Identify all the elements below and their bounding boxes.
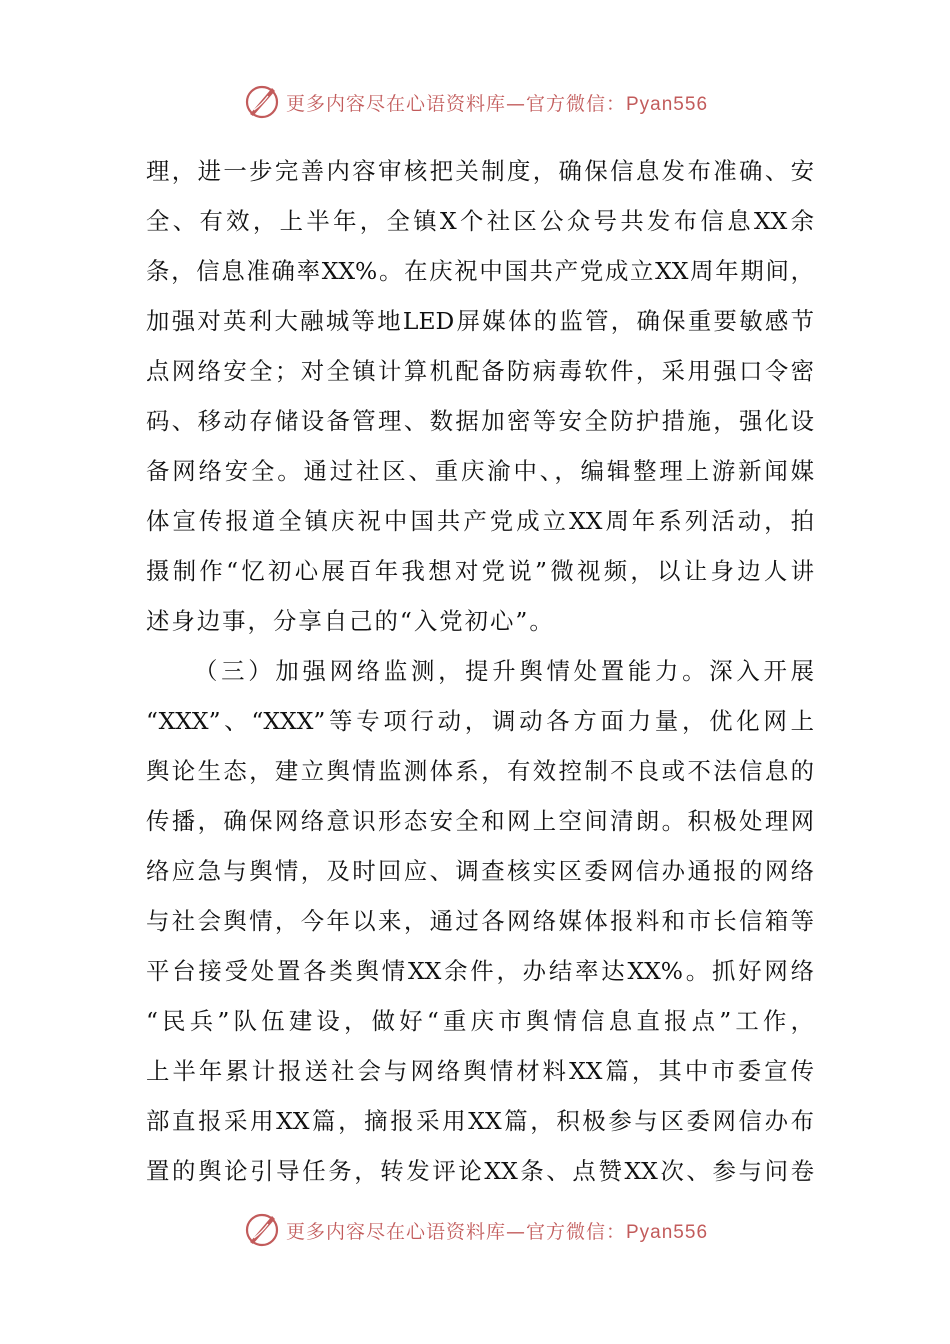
banner-handle: Pyan556 bbox=[626, 93, 709, 115]
banner-separator: — bbox=[505, 1220, 526, 1243]
banner-text bbox=[286, 89, 708, 116]
body-line: 体宣传报道全镇庆祝中国共产党成立XX周年系列活动，拍 bbox=[146, 507, 814, 535]
body-line: 点网络安全；对全镇计算机配备防病毒软件，采用强口令密 bbox=[146, 357, 814, 385]
banner-text bbox=[286, 1217, 708, 1244]
body-line: 摄制作“忆初心展百年我想对党说”微视频，以让身边人讲 bbox=[146, 557, 814, 585]
body-line: 平台接受处置各类舆情XX余件，办结率达XX%。抓好网络 bbox=[146, 957, 814, 985]
banner-label: 官方微信： bbox=[525, 92, 626, 115]
banner-separator: — bbox=[505, 92, 526, 115]
quill-pen-logo bbox=[242, 1210, 282, 1250]
body-line: 络应急与舆情，及时回应、调查核实区委网信办通报的网络 bbox=[146, 857, 814, 885]
body-line: 部直报采用XX篇，摘报采用XX篇，积极参与区委网信办布 bbox=[146, 1107, 814, 1135]
body-line: 传播，确保网络意识形态安全和网上空间清朗。积极处理网 bbox=[146, 807, 814, 835]
body-line: 全、有效，上半年，全镇X个社区公众号共发布信息XX余 bbox=[146, 207, 814, 235]
banner-brand: 更多内容尽在心语资料库 bbox=[285, 92, 506, 115]
body-line: 条，信息准确率XX%。在庆祝中国共产党成立XX周年期间， bbox=[146, 257, 814, 285]
section-heading-line: （三）加强网络监测，提升舆情处置能力。深入开展 bbox=[194, 657, 814, 685]
body-line: 舆论生态，建立舆情监测体系，有效控制不良或不法信息的 bbox=[146, 757, 814, 785]
quill-pen-logo bbox=[242, 82, 282, 122]
document-body bbox=[146, 146, 814, 1196]
header-banner bbox=[0, 80, 950, 124]
body-line: 置的舆论引导任务，转发评论XX条、点赞XX次、参与问卷 bbox=[146, 1157, 814, 1185]
body-line: “民兵”队伍建设，做好“重庆市舆情信息直报点”工作， bbox=[146, 1007, 814, 1035]
body-line: 与社会舆情，今年以来，通过各网络媒体报料和市长信箱等 bbox=[146, 907, 814, 935]
body-line: 备网络安全。通过社区、重庆渝中、，编辑整理上游新闻媒 bbox=[146, 457, 814, 485]
body-line: 述身边事，分享自己的“入党初心”。 bbox=[146, 607, 555, 635]
banner-label: 官方微信： bbox=[525, 1220, 626, 1243]
banner-handle: Pyan556 bbox=[626, 1221, 709, 1243]
body-line: 上半年累计报送社会与网络舆情材料XX篇，其中市委宣传 bbox=[146, 1057, 814, 1085]
body-line: 码、移动存储设备管理、数据加密等安全防护措施，强化设 bbox=[146, 407, 814, 435]
body-line: “XXX”、“XXX”等专项行动，调动各方面力量，优化网上 bbox=[146, 707, 814, 735]
body-line: 加强对英利大融城等地LED屏媒体的监管，确保重要敏感节 bbox=[146, 307, 814, 335]
footer-banner bbox=[0, 1208, 950, 1252]
body-line: 理，进一步完善内容审核把关制度，确保信息发布准确、安 bbox=[146, 157, 814, 185]
banner-brand: 更多内容尽在心语资料库 bbox=[285, 1220, 506, 1243]
